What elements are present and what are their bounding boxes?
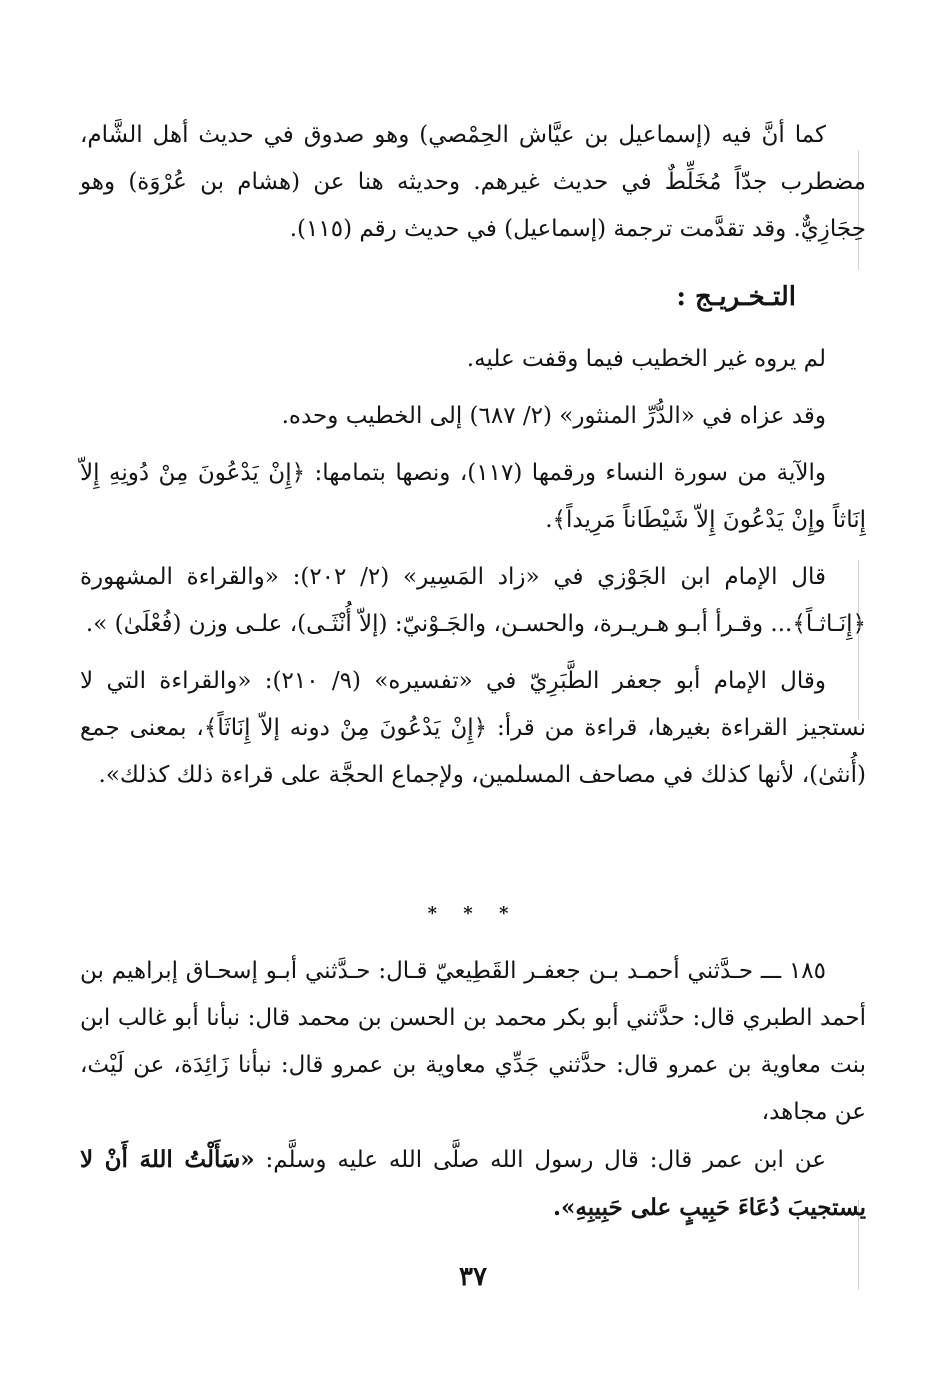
- takhrij-paragraph: قال الإمام ابن الجَوْزي في «زاد المَسِير» (٢/ ٢٠٢): «والقراءة المشهورة ﴿إِنَـاثـاً﴾... وقـرأ أبـو هـريـرة، والحسـن، والجَـوْنيّ: (إلاّ أُنْثَـى)، علـى وزن (فُعْلَىٰ) ».: [80, 564, 866, 637]
- takhrij-block: [80, 336, 866, 799]
- intro-block: [80, 112, 866, 253]
- intro-paragraph: كما أنَّ فيه (إسماعيل بن عيَّاش الحِمْصي) وهو صدوق في حديث أهل الشَّام، مضطرب جدّاً مُخَلِّطٌ في حديث غيرهم. وحديثه هنا عن (هشام بن عُرْوَة) وهو حِجَازِيٌّ. وقد تقدَّمت ترجمة (إسماعيل) في حديث رقم (١١٥).: [80, 122, 866, 242]
- hadith-chain: ١٨٥ ـــ حـدَّثني أحمـد بـن جعفـر القَطِيعيّ قـال: حـدَّثني أبـو إسحـاق إبراهيم بن أحمد الطبري قال: حدَّثني أبو بكر محمد بن الحسن بن محمد قال: نبأنا أبو غالب ابن بنت معاوية بن عمرو قال: حدَّثني جَدِّي معاوية بن عمرو قال: نبأنا زَائِدَة، عن لَيْث، عن مجاهد،: [80, 958, 866, 1125]
- takhrij-heading: التـخـريـج :: [676, 282, 796, 312]
- page-number: ٣٧: [459, 1262, 487, 1292]
- section-separator: * * *: [427, 903, 519, 924]
- takhrij-paragraph: وقال الإمام أبو جعفر الطَّبَرِيّ في «تفسيره» (٩/ ٢١٠): «والقراءة التي لا نستجيز القراءة بغيرها، قراءة من قرأ: ﴿إِنْ يَدْعُونَ مِنْ دونه إلاّ إِنَاثَاً﴾، بمعنى جمع (أُنثىٰ)، لأنها كذلك في مصاحف المسلمين، ولإجماع الحجَّة على قراءة ذلك كذلك».: [80, 668, 866, 788]
- hadith-matn-paragraph: [80, 1136, 866, 1232]
- takhrij-paragraph: والآية من سورة النساء ورقمها (١١٧)، ونصها بتمامها: ﴿إِنْ يَدْعُونَ مِنْ دُونِهِ إِلاّ إِنَاثاً وإِنْ يَدْعُونَ إِلاّ شَيْطَاناً مَرِيداً﴾.: [80, 460, 866, 533]
- hadith-block: [80, 948, 866, 1232]
- takhrij-paragraph: لم يروه غير الخطيب فيما وقفت عليه.: [466, 346, 826, 372]
- hadith-matn: «سَأَلْتُ اللهَ أَنْ لا يستجيبَ دُعَاءَ حَبِيبٍ على حَبِيبِهِ».: [80, 1146, 866, 1221]
- takhrij-paragraph: وقد عزاه في «الدُّرِّ المنثور» (٢/ ٦٨٧) إلى الخطيب وحده.: [281, 403, 826, 429]
- hadith-matn-intro: عن ابن عمر قال: قال رسول الله صلَّى الله عليه وسلَّم:: [254, 1147, 826, 1173]
